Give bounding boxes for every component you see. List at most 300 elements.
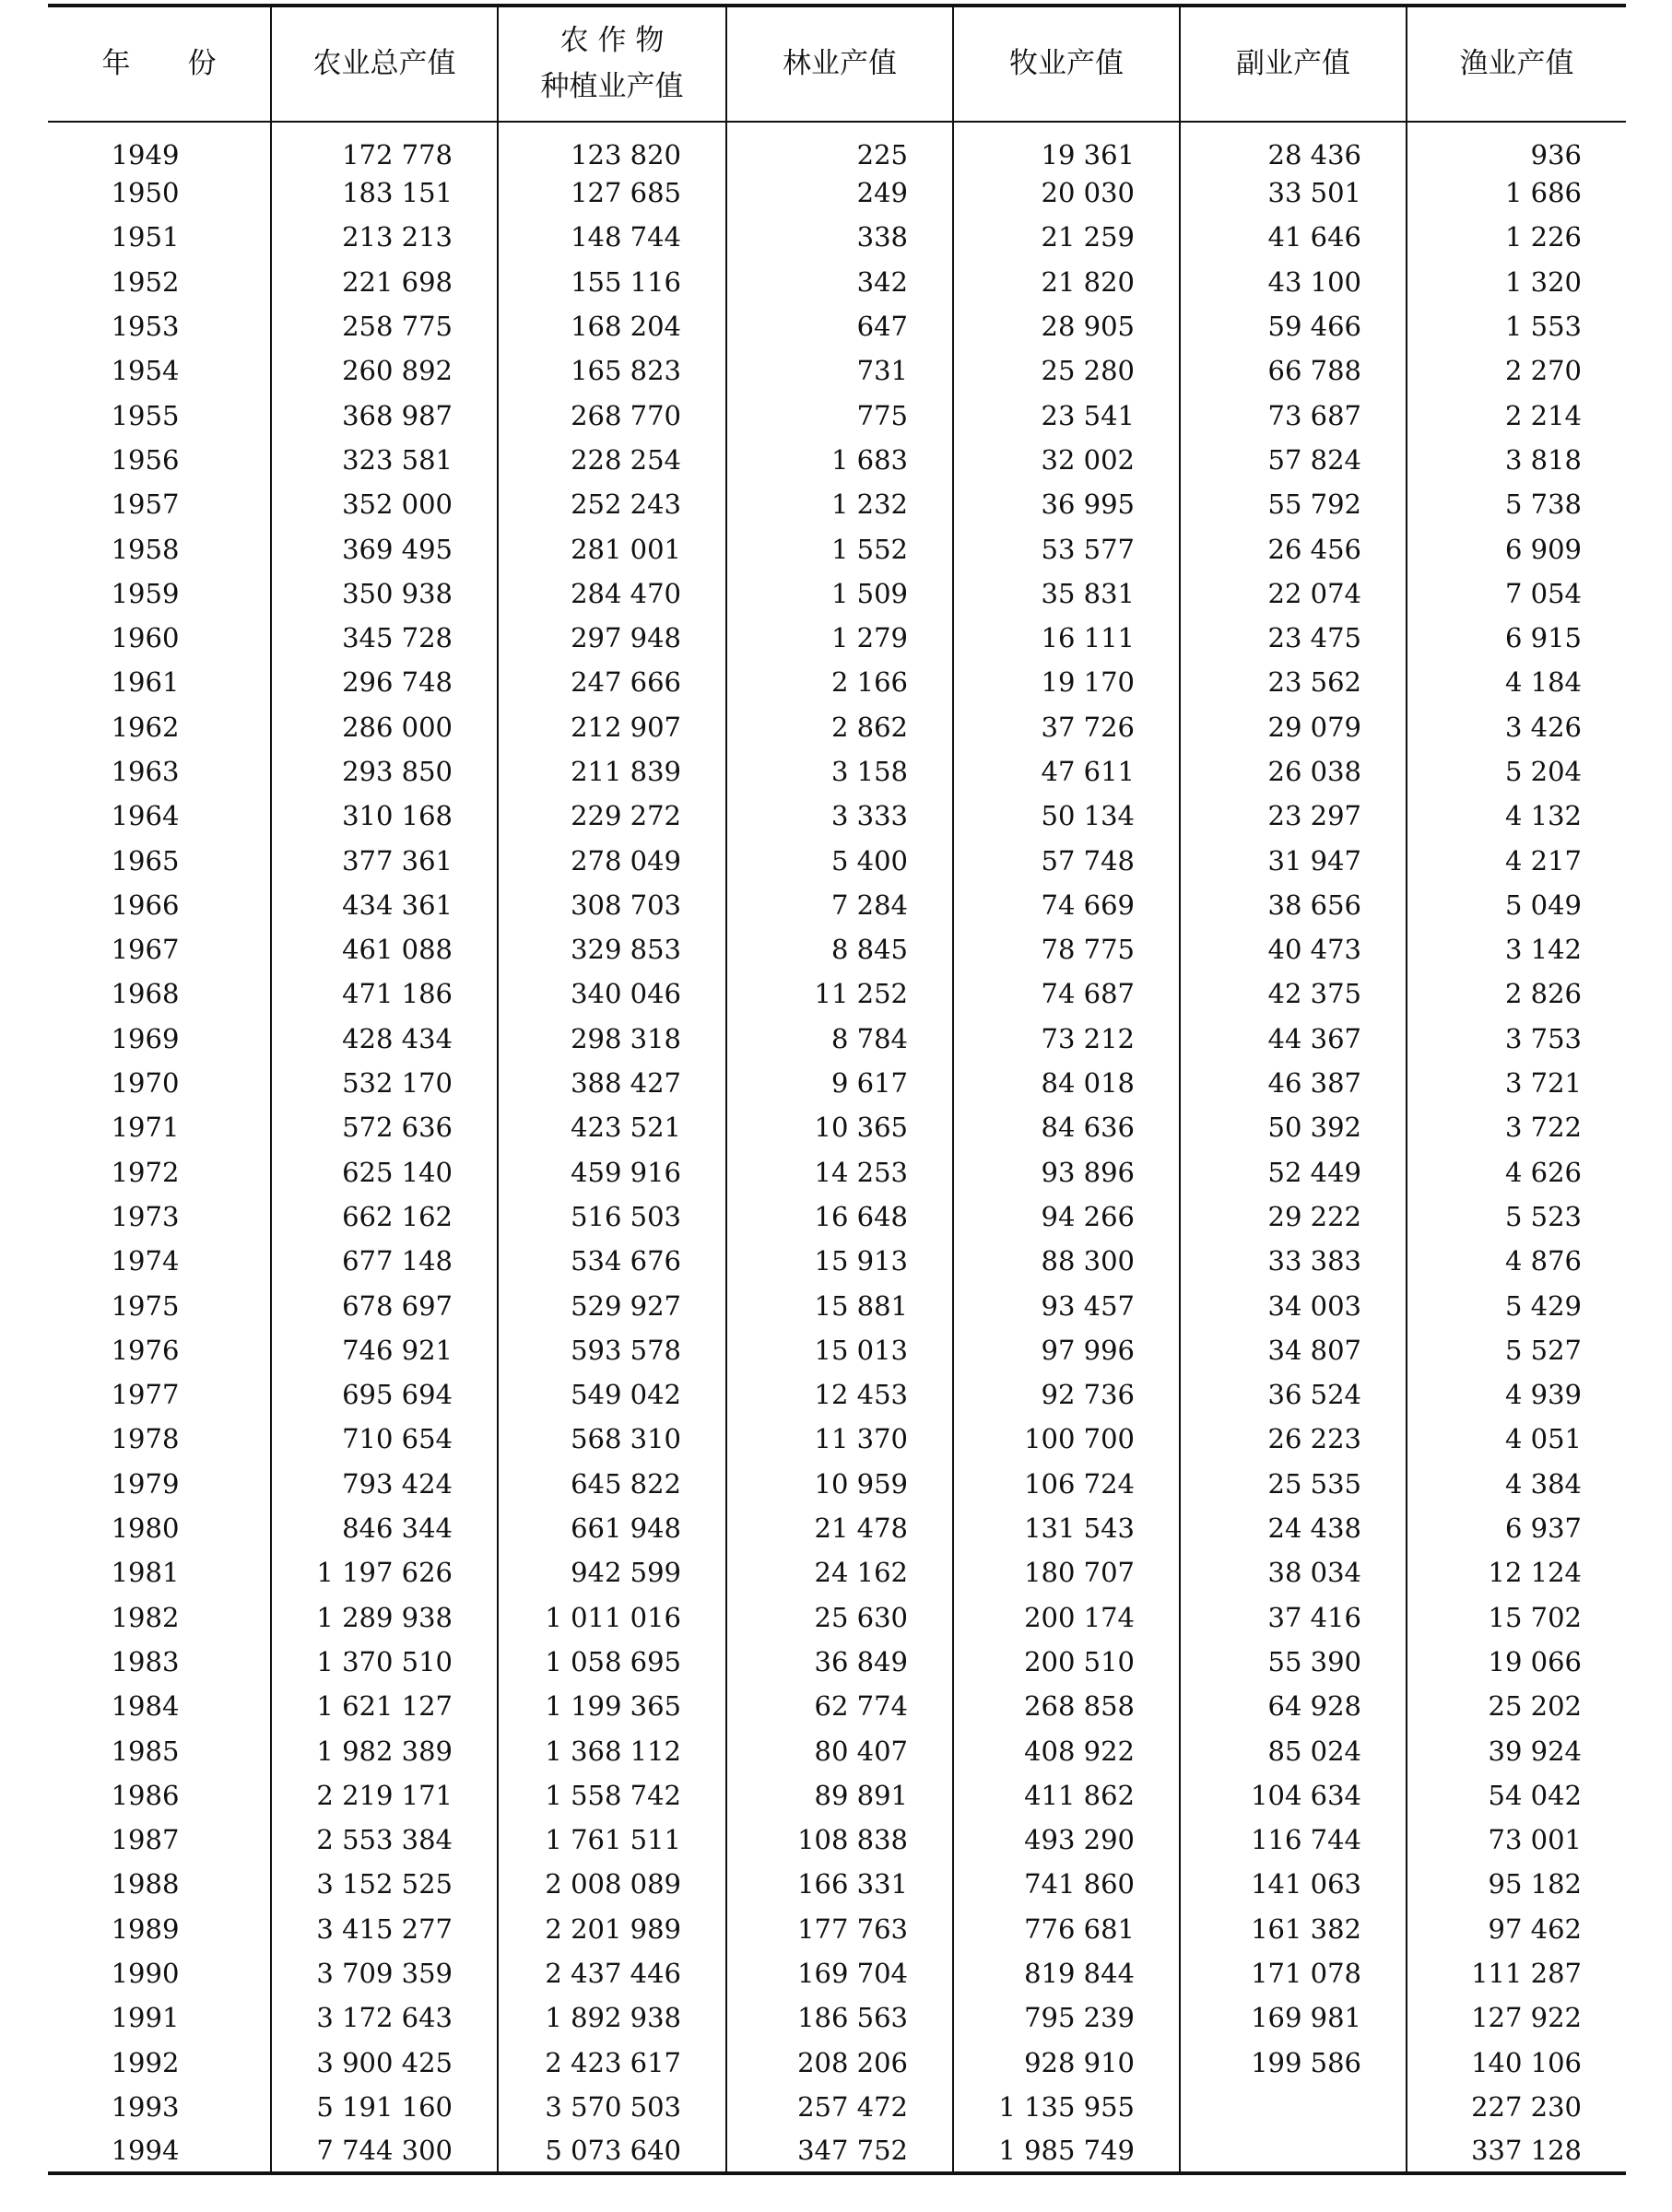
sideline-output-cell: 169 981 — [1180, 1995, 1407, 2040]
forestry-output-cell: 338 — [726, 215, 953, 259]
sideline-output-cell: 38 656 — [1180, 883, 1407, 927]
sideline-output-cell: 44 367 — [1180, 1017, 1407, 1061]
table-row — [48, 1017, 1626, 1061]
sideline-output-cell: 52 449 — [1180, 1150, 1407, 1194]
fishery-output-cell: 140 106 — [1407, 2040, 1626, 2084]
sideline-output-cell: 41 646 — [1180, 215, 1407, 259]
total-output-cell: 258 775 — [271, 304, 498, 348]
year-cell: 1975 — [111, 1289, 180, 1322]
total-output-cell: 625 140 — [271, 1150, 498, 1194]
fishery-output-cell: 4 626 — [1407, 1150, 1626, 1194]
sideline-output-cell: 22 074 — [1180, 571, 1407, 616]
total-output-cell: 846 344 — [271, 1506, 498, 1550]
forestry-output-cell: 14 253 — [726, 1150, 953, 1194]
crop-output-cell: 168 204 — [498, 304, 726, 348]
forestry-output-cell: 36 849 — [726, 1640, 953, 1684]
year-cell: 1973 — [111, 1200, 180, 1232]
livestock-output-cell: 100 700 — [953, 1417, 1180, 1461]
livestock-output-cell: 21 820 — [953, 260, 1180, 304]
table-row — [48, 1105, 1626, 1149]
table-row — [48, 1951, 1626, 1995]
livestock-output-cell: 88 300 — [953, 1239, 1180, 1283]
crop-output-cell: 2 008 089 — [498, 1862, 726, 1906]
year-cell: 1949 — [111, 139, 180, 171]
total-output-cell: 377 361 — [271, 838, 498, 882]
forestry-output-cell: 15 881 — [726, 1283, 953, 1327]
sideline-output-cell: 40 473 — [1180, 927, 1407, 971]
crop-output-cell: 2 423 617 — [498, 2040, 726, 2084]
livestock-output-cell: 106 724 — [953, 1462, 1180, 1506]
year-cell: 1987 — [111, 1824, 180, 1856]
total-output-cell: 532 170 — [271, 1061, 498, 1105]
sideline-output-cell: 55 792 — [1180, 482, 1407, 526]
livestock-output-cell: 200 174 — [953, 1595, 1180, 1640]
fishery-output-cell: 1 226 — [1407, 215, 1626, 259]
crop-output-cell: 423 521 — [498, 1105, 726, 1149]
total-output-cell: 1 197 626 — [271, 1550, 498, 1594]
livestock-output-cell: 78 775 — [953, 927, 1180, 971]
livestock-output-cell: 37 726 — [953, 705, 1180, 749]
crop-output-cell: 165 823 — [498, 348, 726, 393]
table-row — [48, 1773, 1626, 1818]
sideline-output-cell: 37 416 — [1180, 1595, 1407, 1640]
total-output-cell: 213 213 — [271, 215, 498, 259]
year-cell: 1969 — [111, 1022, 180, 1054]
livestock-output-cell: 50 134 — [953, 794, 1180, 838]
year-cell: 1984 — [111, 1690, 180, 1723]
livestock-output-header — [953, 6, 1180, 122]
year-cell: 1960 — [111, 622, 180, 654]
year-cell: 1967 — [111, 934, 180, 966]
crop-output-cell: 1 058 695 — [498, 1640, 726, 1684]
year-cell: 1953 — [111, 311, 180, 343]
crop-output-cell: 155 116 — [498, 260, 726, 304]
year-cell: 1956 — [111, 443, 180, 476]
crop-output-cell: 247 666 — [498, 660, 726, 704]
total-output-cell: 3 709 359 — [271, 1951, 498, 1995]
table-row — [48, 1640, 1626, 1684]
forestry-output-cell: 1 232 — [726, 482, 953, 526]
livestock-output-cell: 93 896 — [953, 1150, 1180, 1194]
fishery-output-cell: 3 426 — [1407, 705, 1626, 749]
fishery-output-cell: 5 049 — [1407, 883, 1626, 927]
livestock-output-cell: 493 290 — [953, 1818, 1180, 1862]
year-cell: 1981 — [111, 1557, 180, 1589]
table-row — [48, 393, 1626, 437]
total-output-cell: 461 088 — [271, 927, 498, 971]
total-output-cell: 1 621 127 — [271, 1684, 498, 1728]
total-output-cell: 296 748 — [271, 660, 498, 704]
fishery-output-cell: 3 722 — [1407, 1105, 1626, 1149]
table-row — [48, 838, 1626, 882]
crop-output-cell: 593 578 — [498, 1328, 726, 1372]
sideline-output-cell: 46 387 — [1180, 1061, 1407, 1105]
crop-output-cell: 284 470 — [498, 571, 726, 616]
fishery-output-cell: 6 909 — [1407, 526, 1626, 571]
table-row — [48, 2085, 1626, 2129]
year-cell: 1966 — [111, 888, 180, 921]
livestock-output-cell: 93 457 — [953, 1283, 1180, 1327]
crop-output-cell: 568 310 — [498, 1417, 726, 1461]
livestock-output-cell: 47 611 — [953, 749, 1180, 794]
forestry-output-cell: 166 331 — [726, 1862, 953, 1906]
year-cell: 1977 — [111, 1379, 180, 1411]
fishery-output-cell: 227 230 — [1407, 2085, 1626, 2129]
year-cell: 1962 — [111, 711, 180, 743]
forestry-output-cell: 647 — [726, 304, 953, 348]
crop-output-cell: 1 368 112 — [498, 1728, 726, 1772]
year-cell: 1985 — [111, 1735, 180, 1767]
crop-output-cell: 516 503 — [498, 1194, 726, 1239]
year-cell: 1971 — [111, 1112, 180, 1144]
header-label: 副业产值 — [1236, 46, 1350, 80]
total-output-cell: 183 151 — [271, 171, 498, 215]
crop-output-cell: 534 676 — [498, 1239, 726, 1283]
sideline-output-cell: 42 375 — [1180, 971, 1407, 1016]
fishery-output-cell: 39 924 — [1407, 1728, 1626, 1772]
sideline-output-cell: 104 634 — [1180, 1773, 1407, 1818]
sideline-output-cell: 59 466 — [1180, 304, 1407, 348]
crop-output-cell: 228 254 — [498, 438, 726, 482]
total-output-cell: 1 370 510 — [271, 1640, 498, 1684]
crop-output-cell: 212 907 — [498, 705, 726, 749]
forestry-output-cell: 1 509 — [726, 571, 953, 616]
year-cell: 1986 — [111, 1779, 180, 1811]
livestock-output-cell: 97 996 — [953, 1328, 1180, 1372]
fishery-output-cell: 73 001 — [1407, 1818, 1626, 1862]
crop-output-cell: 459 916 — [498, 1150, 726, 1194]
total-output-cell: 434 361 — [271, 883, 498, 927]
crop-output-cell: 2 437 446 — [498, 1951, 726, 1995]
fishery-output-cell: 936 — [1407, 122, 1626, 171]
forestry-output-cell: 24 162 — [726, 1550, 953, 1594]
total-output-cell: 695 694 — [271, 1372, 498, 1417]
fishery-output-cell: 6 915 — [1407, 616, 1626, 660]
table-row — [48, 1150, 1626, 1194]
forestry-output-cell: 11 370 — [726, 1417, 953, 1461]
forestry-output-cell: 177 763 — [726, 1907, 953, 1951]
sideline-output-cell: 33 501 — [1180, 171, 1407, 215]
total-output-cell: 5 191 160 — [271, 2085, 498, 2129]
fishery-output-header — [1407, 6, 1626, 122]
fishery-output-cell: 4 876 — [1407, 1239, 1626, 1283]
fishery-output-cell: 6 937 — [1407, 1506, 1626, 1550]
year-cell: 1963 — [111, 756, 180, 787]
year-cell: 1994 — [48, 2129, 271, 2173]
crop-output-cell: 3 570 503 — [498, 2085, 726, 2129]
fishery-output-cell: 3 142 — [1407, 927, 1626, 971]
livestock-output-cell: 200 510 — [953, 1640, 1180, 1684]
table-row — [48, 883, 1626, 927]
crop-output-cell: 388 427 — [498, 1061, 726, 1105]
livestock-output-cell: 74 669 — [953, 883, 1180, 927]
header-label: 农 作 物 — [559, 23, 665, 57]
total-output-cell: 710 654 — [271, 1417, 498, 1461]
fishery-output-cell: 25 202 — [1407, 1684, 1626, 1728]
table-body — [48, 122, 1626, 2173]
fishery-output-cell: 54 042 — [1407, 1773, 1626, 1818]
total-output-cell: 323 581 — [271, 438, 498, 482]
forestry-output-cell: 208 206 — [726, 2040, 953, 2084]
livestock-output-cell: 819 844 — [953, 1951, 1180, 1995]
fishery-output-cell: 3 753 — [1407, 1017, 1626, 1061]
forestry-output-cell: 257 472 — [726, 2085, 953, 2129]
forestry-output-cell: 8 784 — [726, 1017, 953, 1061]
sideline-output-cell: 55 390 — [1180, 1640, 1407, 1684]
table-row — [48, 1239, 1626, 1283]
total-output-cell: 310 168 — [271, 794, 498, 838]
forestry-output-cell: 186 563 — [726, 1995, 953, 2040]
table-row — [48, 1550, 1626, 1594]
fishery-output-cell: 5 204 — [1407, 749, 1626, 794]
livestock-output-cell: 1 985 749 — [953, 2129, 1180, 2173]
forestry-output-cell: 347 752 — [726, 2129, 953, 2173]
table-row — [48, 1506, 1626, 1550]
forestry-output-cell: 89 891 — [726, 1773, 953, 1818]
fishery-output-cell: 2 826 — [1407, 971, 1626, 1016]
table-row — [48, 438, 1626, 482]
fishery-output-cell: 4 184 — [1407, 660, 1626, 704]
sideline-output-cell: 66 788 — [1180, 348, 1407, 393]
table-row — [48, 1995, 1626, 2040]
table-row — [48, 1728, 1626, 1772]
year-cell: 1959 — [111, 577, 180, 609]
crop-output-cell: 529 927 — [498, 1283, 726, 1327]
total-output-cell: 1 289 938 — [271, 1595, 498, 1640]
year-cell: 1980 — [111, 1512, 180, 1545]
year-cell: 1970 — [111, 1067, 180, 1100]
forestry-output-cell: 62 774 — [726, 1684, 953, 1728]
header-label: 牧业产值 — [1009, 46, 1124, 80]
crop-output-cell: 340 046 — [498, 971, 726, 1016]
crop-output-cell: 123 820 — [498, 122, 726, 171]
fishery-output-cell: 1 553 — [1407, 304, 1626, 348]
total-output-cell: 286 000 — [271, 705, 498, 749]
crop-output-cell: 5 073 640 — [498, 2129, 726, 2173]
total-output-cell: 428 434 — [271, 1017, 498, 1061]
livestock-output-cell: 19 170 — [953, 660, 1180, 704]
fishery-output-cell: 7 054 — [1407, 571, 1626, 616]
sideline-output-cell: 64 928 — [1180, 1684, 1407, 1728]
sideline-output-cell: 26 038 — [1180, 749, 1407, 794]
total-output-cell: 293 850 — [271, 749, 498, 794]
sideline-output-header — [1180, 6, 1407, 122]
sideline-output-cell: 36 524 — [1180, 1372, 1407, 1417]
year-cell: 1957 — [111, 488, 180, 521]
fishery-output-cell: 12 124 — [1407, 1550, 1626, 1594]
total-output-cell: 352 000 — [271, 482, 498, 526]
sideline-output-cell: 199 586 — [1180, 2040, 1407, 2084]
crop-output-cell: 661 948 — [498, 1506, 726, 1550]
header-label: 种植业产值 — [540, 69, 684, 103]
crop-output-cell: 942 599 — [498, 1550, 726, 1594]
forestry-output-cell: 3 158 — [726, 749, 953, 794]
fishery-output-cell: 4 217 — [1407, 838, 1626, 882]
sideline-output-cell — [1180, 2129, 1407, 2173]
livestock-output-cell: 84 018 — [953, 1061, 1180, 1105]
total-output-cell: 345 728 — [271, 616, 498, 660]
total-output-cell: 746 921 — [271, 1328, 498, 1372]
crop-output-cell: 281 001 — [498, 526, 726, 571]
forestry-output-cell: 7 284 — [726, 883, 953, 927]
table-row — [48, 749, 1626, 794]
crop-output-cell: 268 770 — [498, 393, 726, 437]
year-cell: 1976 — [111, 1334, 180, 1366]
fishery-output-cell: 95 182 — [1407, 1862, 1626, 1906]
fishery-output-cell: 3 721 — [1407, 1061, 1626, 1105]
forestry-output-header — [726, 6, 953, 122]
crop-output-cell: 127 685 — [498, 171, 726, 215]
fishery-output-cell: 4 384 — [1407, 1462, 1626, 1506]
crop-output-cell: 298 318 — [498, 1017, 726, 1061]
livestock-output-cell: 180 707 — [953, 1550, 1180, 1594]
livestock-output-cell: 36 995 — [953, 482, 1180, 526]
table-row — [48, 571, 1626, 616]
sideline-output-cell: 31 947 — [1180, 838, 1407, 882]
livestock-output-cell: 35 831 — [953, 571, 1180, 616]
year-cell: 1979 — [111, 1467, 180, 1500]
sideline-output-cell: 34 807 — [1180, 1328, 1407, 1372]
forestry-output-cell: 10 365 — [726, 1105, 953, 1149]
sideline-output-cell: 141 063 — [1180, 1862, 1407, 1906]
sideline-output-cell: 171 078 — [1180, 1951, 1407, 1995]
sideline-output-cell: 26 223 — [1180, 1417, 1407, 1461]
forestry-output-cell: 169 704 — [726, 1951, 953, 1995]
forestry-output-cell: 342 — [726, 260, 953, 304]
forestry-output-cell: 2 166 — [726, 660, 953, 704]
header-label: 渔业产值 — [1459, 46, 1574, 80]
forestry-output-cell: 15 013 — [726, 1328, 953, 1372]
sideline-output-cell: 50 392 — [1180, 1105, 1407, 1149]
crop-output-cell: 252 243 — [498, 482, 726, 526]
fishery-output-cell: 4 132 — [1407, 794, 1626, 838]
livestock-output-cell: 84 636 — [953, 1105, 1180, 1149]
forestry-output-cell: 10 959 — [726, 1462, 953, 1506]
livestock-output-cell: 776 681 — [953, 1907, 1180, 1951]
crop-output-cell: 549 042 — [498, 1372, 726, 1417]
livestock-output-cell: 53 577 — [953, 526, 1180, 571]
table-row — [48, 705, 1626, 749]
sideline-output-cell: 38 034 — [1180, 1550, 1407, 1594]
table-row — [48, 122, 1626, 171]
livestock-output-cell: 21 259 — [953, 215, 1180, 259]
total-output-cell: 1 982 389 — [271, 1728, 498, 1772]
table-row — [48, 616, 1626, 660]
fishery-output-cell: 19 066 — [1407, 1640, 1626, 1684]
crop-output-cell: 1 761 511 — [498, 1818, 726, 1862]
table-row — [48, 2129, 1626, 2173]
livestock-output-cell: 411 862 — [953, 1773, 1180, 1818]
total-output-cell: 172 778 — [271, 122, 498, 171]
table-row — [48, 304, 1626, 348]
crop-output-cell: 229 272 — [498, 794, 726, 838]
table-header-row — [48, 6, 1626, 122]
table-row — [48, 1907, 1626, 1951]
forestry-output-cell: 25 630 — [726, 1595, 953, 1640]
total-output-cell: 350 938 — [271, 571, 498, 616]
sideline-output-cell: 33 383 — [1180, 1239, 1407, 1283]
livestock-output-cell: 92 736 — [953, 1372, 1180, 1417]
fishery-output-cell: 5 527 — [1407, 1328, 1626, 1372]
year-cell: 1983 — [111, 1645, 180, 1677]
year-cell: 1955 — [111, 399, 180, 431]
fishery-output-cell: 2 214 — [1407, 393, 1626, 437]
forestry-output-cell: 1 279 — [726, 616, 953, 660]
livestock-output-cell: 741 860 — [953, 1862, 1180, 1906]
livestock-output-cell: 1 135 955 — [953, 2085, 1180, 2129]
crop-output-cell: 297 948 — [498, 616, 726, 660]
total-output-cell: 3 172 643 — [271, 1995, 498, 2040]
total-output-cell: 260 892 — [271, 348, 498, 393]
forestry-output-cell: 8 845 — [726, 927, 953, 971]
forestry-output-cell: 21 478 — [726, 1506, 953, 1550]
fishery-output-cell: 5 738 — [1407, 482, 1626, 526]
year-cell: 1968 — [111, 978, 180, 1010]
year-cell: 1972 — [111, 1156, 180, 1188]
crop-output-cell: 211 839 — [498, 749, 726, 794]
total-output-cell: 572 636 — [271, 1105, 498, 1149]
total-output-cell: 471 186 — [271, 971, 498, 1016]
table-row — [48, 1462, 1626, 1506]
year-cell: 1951 — [111, 221, 180, 253]
year-cell: 1974 — [111, 1245, 180, 1277]
fishery-output-cell: 97 462 — [1407, 1907, 1626, 1951]
crop-output-cell: 148 744 — [498, 215, 726, 259]
sideline-output-cell: 26 456 — [1180, 526, 1407, 571]
forestry-output-cell: 108 838 — [726, 1818, 953, 1862]
table-row — [48, 1372, 1626, 1417]
total-output-cell: 678 697 — [271, 1283, 498, 1327]
forestry-output-cell: 2 862 — [726, 705, 953, 749]
forestry-output-cell: 11 252 — [726, 971, 953, 1016]
table-row — [48, 971, 1626, 1016]
table-row — [48, 794, 1626, 838]
sideline-output-cell: 29 079 — [1180, 705, 1407, 749]
statistics-page — [48, 4, 1626, 2175]
livestock-output-cell: 73 212 — [953, 1017, 1180, 1061]
table-row — [48, 1283, 1626, 1327]
fishery-output-cell: 4 051 — [1407, 1417, 1626, 1461]
table-row — [48, 1595, 1626, 1640]
header-label: 年 份 — [101, 46, 217, 80]
fishery-output-cell: 15 702 — [1407, 1595, 1626, 1640]
livestock-output-cell: 268 858 — [953, 1684, 1180, 1728]
sideline-output-cell: 34 003 — [1180, 1283, 1407, 1327]
crop-output-cell: 645 822 — [498, 1462, 726, 1506]
livestock-output-cell: 131 543 — [953, 1506, 1180, 1550]
crop-output-cell: 1 199 365 — [498, 1684, 726, 1728]
livestock-output-cell: 25 280 — [953, 348, 1180, 393]
sideline-output-cell: 24 438 — [1180, 1506, 1407, 1550]
crop-output-cell: 308 703 — [498, 883, 726, 927]
table-row — [48, 171, 1626, 215]
total-output-cell: 2 219 171 — [271, 1773, 498, 1818]
livestock-output-cell: 19 361 — [953, 122, 1180, 171]
crop-output-cell: 1 558 742 — [498, 1773, 726, 1818]
year-cell: 1989 — [111, 1912, 180, 1945]
sideline-output-cell: 57 824 — [1180, 438, 1407, 482]
forestry-output-cell: 1 552 — [726, 526, 953, 571]
year-cell: 1978 — [111, 1423, 180, 1455]
total-output-cell: 3 415 277 — [271, 1907, 498, 1951]
year-cell: 1965 — [111, 844, 180, 877]
crop-output-cell: 329 853 — [498, 927, 726, 971]
table-row — [48, 927, 1626, 971]
header-label: 农业总产值 — [312, 46, 456, 80]
total-output-cell: 2 553 384 — [271, 1818, 498, 1862]
fishery-output-cell: 1 686 — [1407, 171, 1626, 215]
year-cell: 1958 — [111, 533, 180, 565]
